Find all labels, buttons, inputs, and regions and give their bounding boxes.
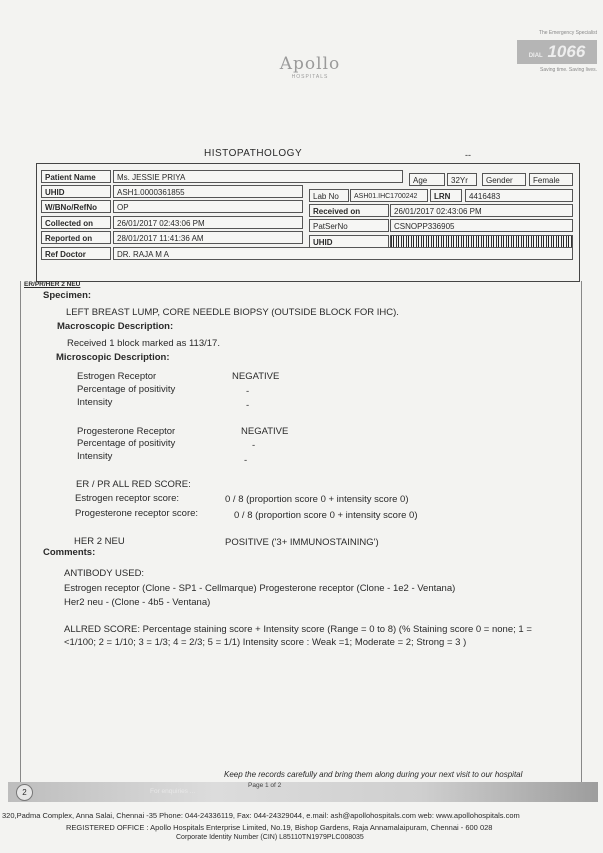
keep-records-note: Keep the records carefully and bring them along during your next visit to our hospital: [224, 770, 523, 779]
macro-text: Received 1 block marked as 113/17.: [67, 338, 220, 349]
refdoc-label: Ref Doctor: [41, 247, 111, 260]
section-heading: ER/PR/HER 2 NEU: [24, 281, 81, 288]
patient-info-table: [36, 163, 580, 282]
uhid-value: ASH1.0000361855: [113, 185, 303, 198]
pr-value: NEGATIVE: [241, 426, 289, 437]
emergency-slogan: Saving time. Saving lives.: [540, 67, 597, 73]
patient-name-label: Patient Name: [41, 170, 111, 183]
circle-mark: 2: [16, 784, 33, 801]
specimen-text: LEFT BREAST LUMP, CORE NEEDLE BIOPSY (OUTSIDE BLOCK FOR IHC).: [66, 307, 399, 318]
patient-name: Ms. JESSIE PRIYA: [113, 170, 403, 183]
antibody-line-1: Estrogen receptor (Clone - SP1 - Cellmarque) Progesterone receptor (Clone - 1e2 - Ventana): [64, 583, 456, 594]
dial-value: 1066: [547, 42, 586, 61]
wbno-label: W/BNo/RefNo: [41, 200, 111, 213]
her2-value: POSITIVE ('3+ IMMUNOSTAINING'): [225, 537, 379, 548]
er-label: Estrogen Receptor: [77, 371, 157, 382]
age-value: 32Yr: [447, 173, 477, 186]
micro-label: Microscopic Description:: [56, 352, 170, 363]
er-intensity-value: -: [246, 400, 250, 411]
page-number: Page 1 of 2: [248, 782, 282, 789]
strip-text: For enquiries ...: [150, 788, 196, 795]
right-margin-line: [581, 281, 582, 791]
emergency-tagline: The Emergency Specialist: [538, 30, 597, 36]
dial-number: [517, 40, 597, 64]
footer-strip: [8, 782, 598, 802]
collected-label: Collected on: [41, 216, 111, 229]
left-margin-line: [20, 281, 21, 791]
antibody-label: ANTIBODY USED:: [64, 568, 145, 579]
pr-positivity-label: Percentage of positivity: [77, 438, 176, 449]
pr-intensity-value: -: [244, 455, 248, 466]
pr-label: Progesterone Receptor: [77, 426, 176, 437]
macro-label: Macroscopic Description:: [57, 321, 174, 332]
pr-score-label: Progesterone receptor score:: [75, 508, 199, 519]
dial-label: DIAL: [528, 53, 543, 59]
er-positivity-label: Percentage of positivity: [77, 384, 176, 395]
allred-heading: ER / PR ALL RED SCORE:: [76, 479, 191, 490]
lrn-value: 4416483: [465, 189, 573, 202]
er-positivity-value: -: [246, 386, 250, 397]
emergency-logo: [517, 30, 597, 86]
antibody-line-2: Her2 neu - (Clone - 4b5 - Ventana): [64, 597, 211, 608]
report-title: HISTOPATHOLOGY: [204, 148, 303, 159]
apollo-logo: [262, 40, 358, 90]
labno-value: ASH01.IHC1700242: [350, 189, 428, 202]
reported-value: 28/01/2017 11:41:36 AM: [113, 231, 303, 244]
registered-office: REGISTERED OFFICE : Apollo Hospitals Enterprise Limited, No.19, Bishop Gardens, Raja Annamalaipuram, Chennai - 600 028: [66, 823, 493, 832]
cin-line: Corporate Identity Number (CIN) L85110TN1979PLC008035: [176, 834, 364, 841]
er-score-value: 0 / 8 (proportion score 0 + intensity score 0): [225, 494, 409, 505]
uhid-label: UHID: [41, 185, 111, 198]
labno-label: Lab No: [309, 189, 349, 202]
lrn-label: LRN: [430, 189, 462, 202]
comments-label: Comments:: [43, 547, 96, 558]
refdoc-value: DR. RAJA M A: [113, 247, 573, 260]
logo-sub: HOSPITALS: [291, 74, 329, 80]
collected-value: 26/01/2017 02:43:06 PM: [113, 216, 303, 229]
gender-label: Gender: [482, 173, 526, 186]
pr-intensity-label: Intensity: [77, 451, 113, 462]
er-value: NEGATIVE: [232, 371, 280, 382]
header-dash: --: [465, 150, 471, 160]
wbno-value: OP: [113, 200, 303, 213]
patserno-value: CSNOPP336905: [390, 219, 573, 232]
er-intensity-label: Intensity: [77, 397, 113, 408]
specimen-label: Specimen:: [43, 290, 92, 301]
age-label: Age: [409, 173, 445, 186]
uhid2-label: UHID: [309, 235, 389, 248]
her2-label: HER 2 NEU: [74, 536, 125, 547]
reported-label: Reported on: [41, 231, 111, 244]
er-score-label: Estrogen receptor score:: [75, 493, 180, 504]
gender-value: Female: [529, 173, 573, 186]
received-label: Received on: [309, 204, 389, 217]
pr-positivity-value: -: [252, 440, 256, 451]
address-line: 320,Padma Complex, Anna Salai, Chennai -35 Phone: 044-24336119, Fax: 044-24329044, e.mail: ash@apollohospitals.com web: www.apollohospitals.com: [2, 811, 520, 820]
logo-text: Apollo: [279, 54, 341, 74]
allred-description: ALLRED SCORE: Percentage staining score + Intensity score (Range = 0 to 8) (% Staining score 0 = none; 1 = <1/100; 2 = 1/10; 3 = 1/3; 4 = 2/3; 5 = 1/1) Intensity score : Weak =1; Moderate = 2; Strong = 3 ): [64, 624, 532, 648]
pr-score-value: 0 / 8 (proportion score 0 + intensity score 0): [234, 510, 418, 521]
patserno-label: PatSerNo: [309, 219, 389, 232]
received-value: 26/01/2017 02:43:06 PM: [390, 204, 573, 217]
